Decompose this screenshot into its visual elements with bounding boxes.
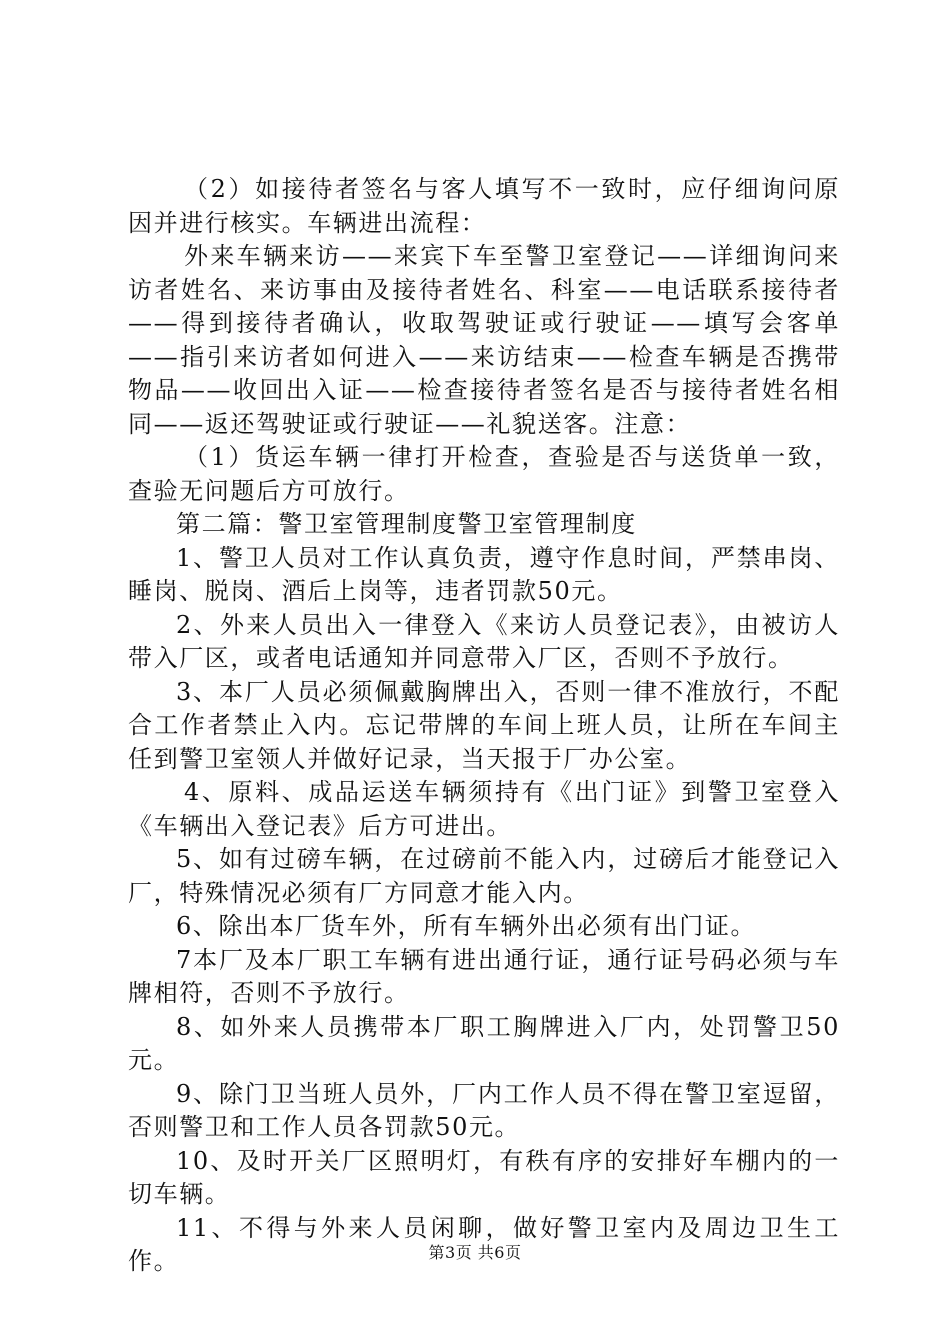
- section-heading: 第二篇：警卫室管理制度警卫室管理制度: [176, 510, 637, 538]
- paragraph-vehicle-flow: 外来车辆来访——来宾下车至警卫室登记——详细询问来访者姓名、来访事由及接待者姓名、科室——电话联系接待者——得到接待者确认，收取驾驶证或行驶证——填写会客单——指引来访者如何进入——来访结束——检查车辆是否携带物品——收回出入证——检查接待者签名是否与接待者姓名相同——返还驾驶证或行驶证——礼貌送客。注意：: [128, 242, 840, 438]
- rule-item-5: 5、如有过磅车辆，在过磅前不能入内，过磅后才能登记入厂，特殊情况必须有厂方同意才能入内。: [128, 845, 840, 907]
- paragraph-inquiry-note: （2）如接待者签名与客人填写不一致时，应仔细询问原因并进行核实。车辆进出流程：: [128, 175, 840, 237]
- rule-item-8: 8、如外来人员携带本厂职工胸牌进入厂内，处罚警卫50元。: [128, 1012, 840, 1074]
- page-number-footer: 第3页 共6页: [428, 1243, 522, 1262]
- rule-item-1: 1、警卫人员对工作认真负责，遵守作息时间，严禁串岗、睡岗、脱岗、酒后上岗等，违者罚款50元。: [128, 543, 840, 605]
- rule-item-9: 9、除门卫当班人员外，厂内工作人员不得在警卫室逗留，否则警卫和工作人员各罚款50元。: [128, 1079, 840, 1141]
- rule-item-2: 2、外来人员出入一律登入《来访人员登记表》，由被访人带入厂区，或者电话通知并同意带入厂区，否则不予放行。: [128, 610, 840, 672]
- paragraph-cargo-inspection: （1）货运车辆一律打开检查，查验是否与送货单一致，查验无问题后方可放行。: [128, 443, 840, 505]
- document-body: [128, 173, 840, 1279]
- rule-item-3: 3、本厂人员必须佩戴胸牌出入，否则一律不准放行，不配合工作者禁止入内。忘记带牌的车间上班人员，让所在车间主任到警卫室领人并做好记录，当天报于厂办公室。: [128, 677, 840, 773]
- rule-item-6: 6、除出本厂货车外，所有车辆外出必须有出门证。: [176, 912, 757, 940]
- rule-item-11: 11、不得与外来人员闲聊，做好警卫室内及周边卫生工作。: [128, 1213, 840, 1275]
- rule-item-10: 10、及时开关厂区照明灯，有秩有序的安排好车棚内的一切车辆。: [128, 1146, 840, 1208]
- rule-item-4: 4、原料、成品运送车辆须持有《出门证》到警卫室登入《车辆出入登记表》后方可进出。: [128, 778, 840, 840]
- rule-item-7: 7本厂及本厂职工车辆有进出通行证，通行证号码必须与车牌相符，否则不予放行。: [128, 945, 840, 1007]
